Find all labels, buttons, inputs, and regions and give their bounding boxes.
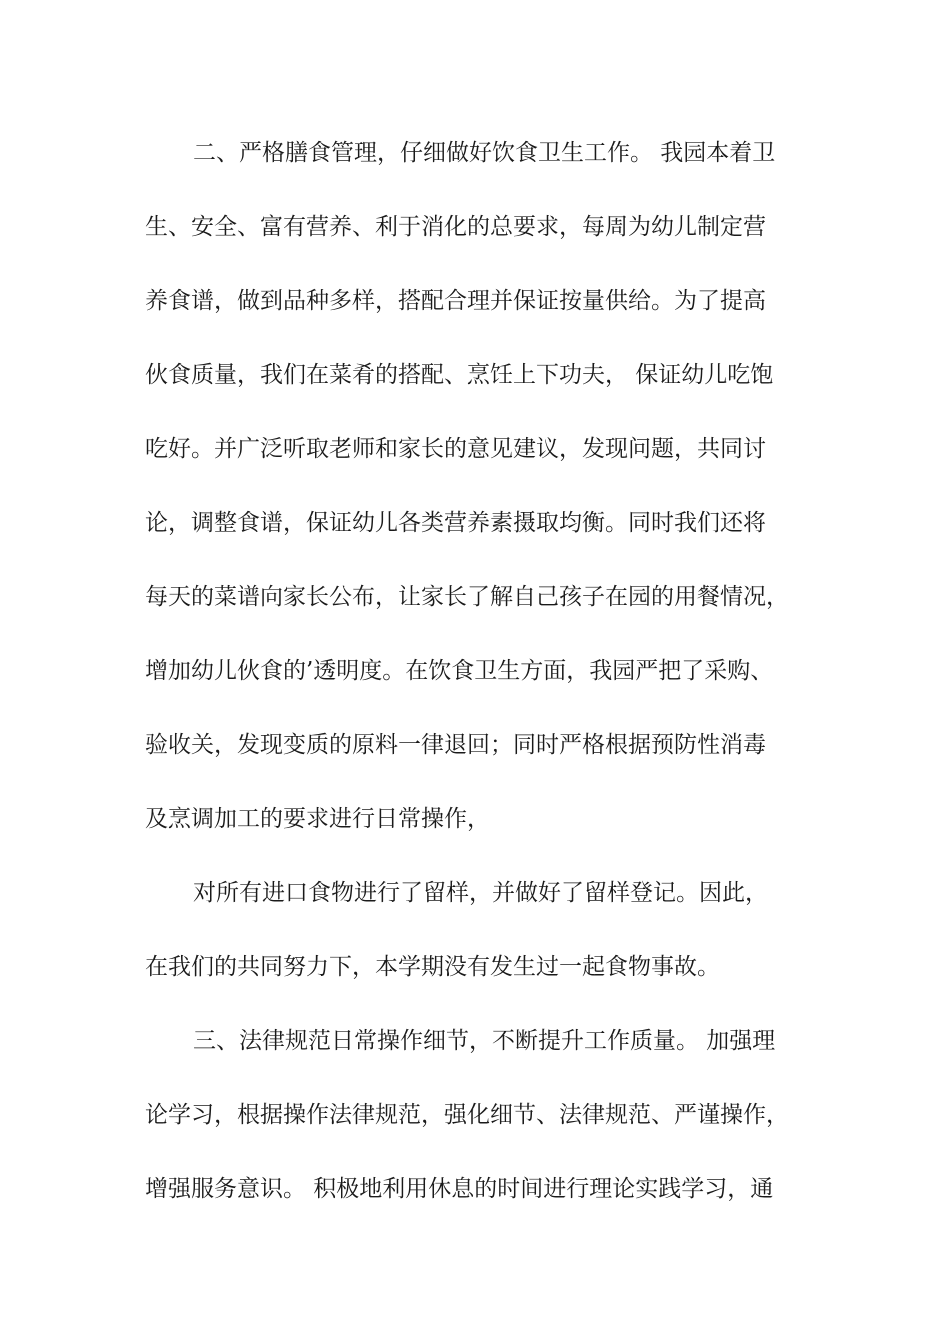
paragraph-2-line-6: 论，调整食谱，保证幼儿各类营养素摄取均衡。同时我们还将	[145, 510, 766, 536]
paragraph-2-line-7: 每天的菜谱向家长公布，让家长了解自己孩子在园的用餐情况，	[145, 584, 789, 610]
paragraph-2-line-5: 吃好。并广泛听取老师和家长的意见建议，发现问题，共同讨	[145, 436, 766, 462]
paragraph-3-line-1: 对所有进口食物进行了留样，并做好了留样登记。因此，	[193, 880, 768, 906]
paragraph-2-line-3: 养食谱，做到品种多样，搭配合理并保证按量供给。为了提高	[145, 288, 766, 314]
paragraph-2-line-8: 增加幼儿伙食的’透明度。在饮食卫生方面，我园严把了采购、	[145, 658, 774, 684]
paragraph-2-line-4: 伙食质量，我们在菜肴的搭配、烹饪上下功夫， 保证幼儿吃饱	[145, 362, 774, 388]
paragraph-3-line-2: 在我们的共同努力下，本学期没有发生过一起食物事故。	[145, 954, 720, 980]
paragraph-2-line-10: 及烹调加工的要求进行日常操作，	[145, 806, 490, 832]
paragraph-2-line-2: 生、安全、富有营养、利于消化的总要求，每周为幼儿制定营	[145, 214, 766, 240]
paragraph-4-line-1: 三、法律规范日常操作细节，不断提升工作质量。 加强理	[193, 1028, 776, 1054]
paragraph-2-line-9: 验收关，发现变质的原料一律退回；同时严格根据预防性消毒	[145, 732, 766, 758]
paragraph-4-line-2: 论学习，根据操作法律规范，强化细节、法律规范、严谨操作，	[145, 1102, 789, 1128]
paragraph-2-line-1: 二、严格膳食管理，仔细做好饮食卫生工作。 我园本着卫	[193, 140, 776, 166]
paragraph-4-line-3: 增强服务意识。 积极地利用休息的时间进行理论实践学习，通	[145, 1176, 774, 1202]
